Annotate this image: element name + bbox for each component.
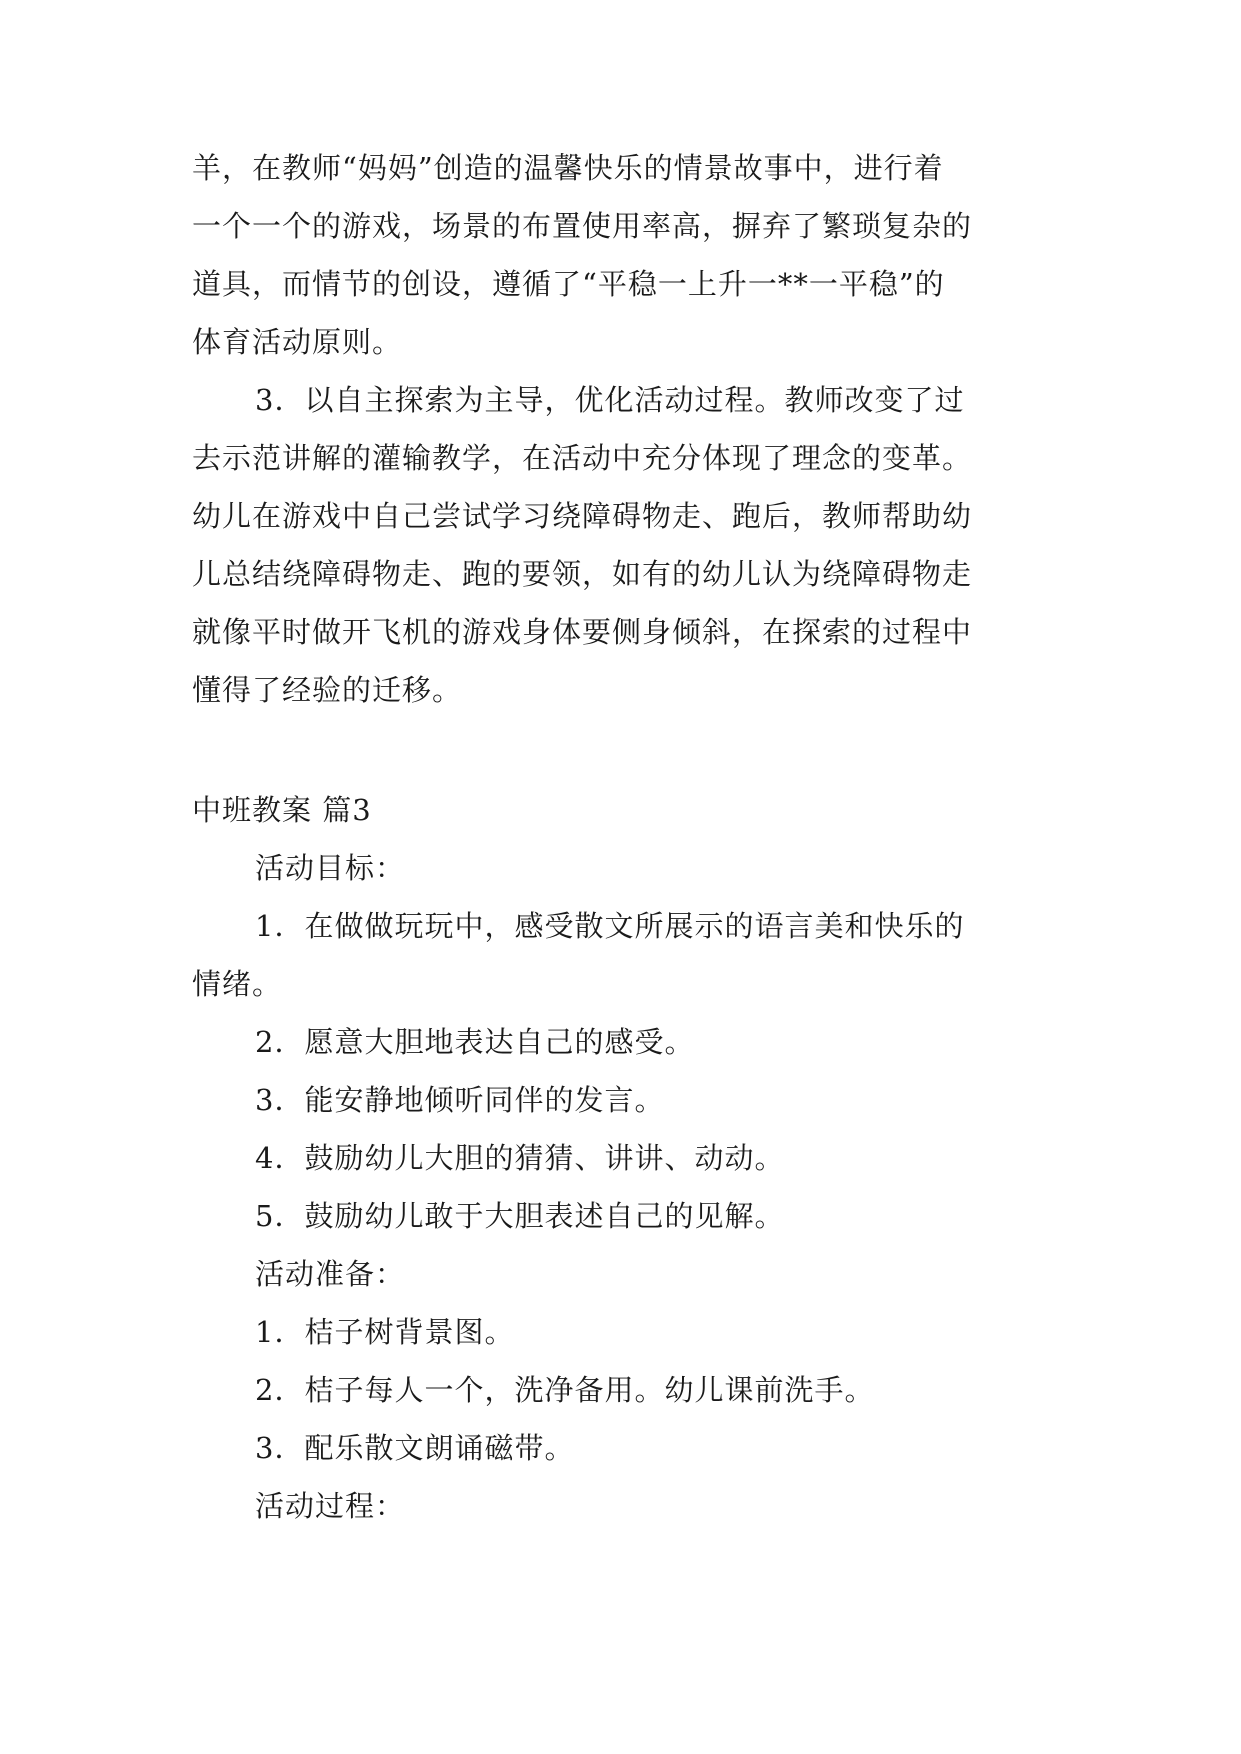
text-line: 情绪。 xyxy=(192,967,283,1001)
text-line: 5．鼓励幼儿敢于大胆表述自己的见解。 xyxy=(255,1199,785,1233)
text-line: 去示范讲解的灌输教学，在活动中充分体现了理念的变革。 xyxy=(192,441,973,475)
text-line: 1．桔子树背景图。 xyxy=(255,1315,515,1349)
text-line: 2．愿意大胆地表达自己的感受。 xyxy=(255,1025,695,1059)
text-line: 3．以自主探索为主导，优化活动过程。教师改变了过 xyxy=(255,383,965,417)
text-line: 羊，在教师“妈妈”创造的温馨快乐的情景故事中，进行着 xyxy=(192,151,944,185)
text-line: 一个一个的游戏，场景的布置使用率高，摒弃了繁琐复杂的 xyxy=(192,209,973,243)
text-line: 儿总结绕障碍物走、跑的要领，如有的幼儿认为绕障碍物走 xyxy=(192,557,973,591)
section-heading: 中班教案 篇3 xyxy=(192,793,372,827)
text-line: 懂得了经验的迁移。 xyxy=(192,673,463,707)
text-line: 就像平时做开飞机的游戏身体要侧身倾斜，在探索的过程中 xyxy=(192,615,973,649)
text-line: 3．配乐散文朗诵磁带。 xyxy=(255,1431,575,1465)
text-line: 幼儿在游戏中自己尝试学习绕障碍物走、跑后，教师帮助幼 xyxy=(192,499,973,533)
text-line: 活动准备： xyxy=(255,1257,406,1291)
text-line: 道具，而情节的创设，遵循了“平稳一上升一**一平稳”的 xyxy=(192,267,945,301)
text-line: 2．桔子每人一个，洗净备用。幼儿课前洗手。 xyxy=(255,1373,875,1407)
text-line: 4．鼓励幼儿大胆的猜猜、讲讲、动动。 xyxy=(255,1141,785,1175)
text-line: 活动过程： xyxy=(255,1489,406,1523)
text-line: 3．能安静地倾听同伴的发言。 xyxy=(255,1083,665,1117)
text-line: 活动目标： xyxy=(255,851,406,885)
text-line: 1．在做做玩玩中，感受散文所展示的语言美和快乐的 xyxy=(255,909,965,943)
text-line: 体育活动原则。 xyxy=(192,325,403,359)
